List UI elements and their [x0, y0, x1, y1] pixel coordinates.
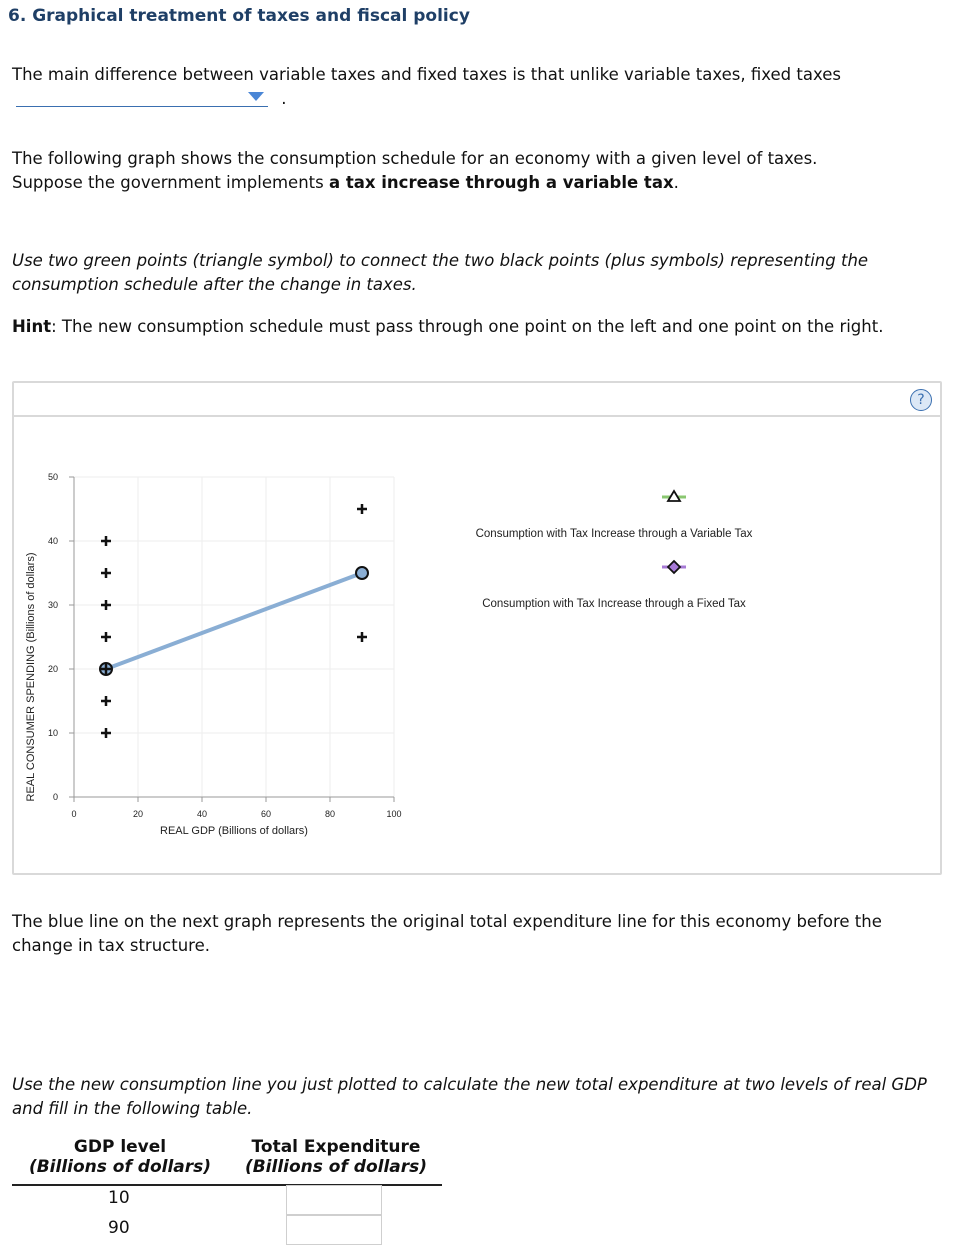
y-tick-label: 50: [47, 472, 58, 482]
expenditure-input-2[interactable]: [286, 1215, 382, 1245]
page-title: 6. Graphical treatment of taxes and fiscal policy: [8, 6, 470, 26]
legend-label: Consumption with Tax Increase through a Variable Tax: [475, 528, 753, 540]
y-tick-label: 0: [52, 792, 58, 802]
purple-diamond-icon[interactable]: [668, 561, 680, 573]
x-tick-label: 0: [71, 809, 77, 819]
plus-point: [101, 568, 111, 578]
question-2-emphasis: a tax increase through a variable tax: [328, 173, 674, 192]
question-2: [12, 147, 942, 195]
graph-instruction: Use two green points (triangle symbol) to connect the two black points (plus symbols) representing the consumption schedule after the change in taxes.: [12, 251, 869, 294]
x-axis-title: REAL GDP (Billions of dollars): [160, 825, 308, 837]
taxes-dropdown[interactable]: [16, 88, 268, 107]
graph-toolbar: [14, 383, 940, 417]
y-tick-label: 40: [47, 536, 58, 546]
y-tick-label: 20: [47, 664, 58, 674]
question-1-period: .: [281, 89, 287, 108]
question-4: Use the new consumption line you just plotted to calculate the new total expenditure at two levels of real GDP and fill in the following table.: [12, 1075, 927, 1118]
plus-point: [101, 696, 111, 706]
consumption-line: [106, 573, 362, 669]
x-tick-label: 40: [196, 809, 208, 819]
col-expenditure-header: [238, 1137, 434, 1177]
hint-text: : The new consumption schedule must pass through one point on the left and one point on the right.: [51, 317, 884, 336]
hint: [12, 315, 942, 339]
graph-panel: [12, 381, 942, 875]
x-tick-label: 60: [260, 809, 272, 819]
gdp-cell-1: 10: [108, 1188, 130, 1208]
gdp-cell-2: 90: [108, 1218, 130, 1238]
x-tick-label: 80: [324, 809, 336, 819]
col-gdp-title: GDP level: [73, 1137, 167, 1157]
plus-point: [101, 536, 111, 546]
plus-point: [101, 632, 111, 642]
question-2-line1: The following graph shows the consumption schedule for an economy with a given level of taxes.: [12, 149, 818, 168]
plus-point: [357, 632, 367, 642]
col-gdp-header: [22, 1137, 218, 1177]
y-axis-title: REAL CONSUMER SPENDING (Billions of dollars): [25, 552, 37, 802]
plus-point: [101, 728, 111, 738]
plus-point: [101, 600, 111, 610]
question-1: [12, 63, 942, 111]
question-2-line2-pre: Suppose the government implements: [12, 173, 329, 192]
chevron-down-icon: [248, 92, 264, 101]
consumption-point[interactable]: [356, 567, 368, 579]
col-expenditure-unit: (Billions of dollars): [244, 1157, 428, 1177]
col-expenditure-title: Total Expenditure: [251, 1137, 421, 1157]
question-3: The blue line on the next graph represents the original total expenditure line for this economy before the change in tax structure.: [12, 912, 882, 955]
legend-label: Consumption with Tax Increase through a Fixed Tax: [482, 598, 746, 610]
plus-point: [357, 504, 367, 514]
y-tick-label: 10: [47, 728, 58, 738]
hint-label: Hint: [12, 317, 52, 336]
y-tick-label: 30: [47, 600, 58, 610]
question-2-line2-post: .: [673, 173, 679, 192]
help-icon[interactable]: ?: [910, 389, 932, 411]
x-tick-label: 100: [386, 809, 402, 819]
col-gdp-unit: (Billions of dollars): [28, 1157, 212, 1177]
expenditure-input-1[interactable]: [286, 1185, 382, 1215]
question-1-text: The main difference between variable taxes and fixed taxes is that unlike variable taxes, fixed taxes: [12, 65, 841, 84]
consumption-graph[interactable]: [14, 417, 940, 873]
x-tick-label: 20: [132, 809, 144, 819]
